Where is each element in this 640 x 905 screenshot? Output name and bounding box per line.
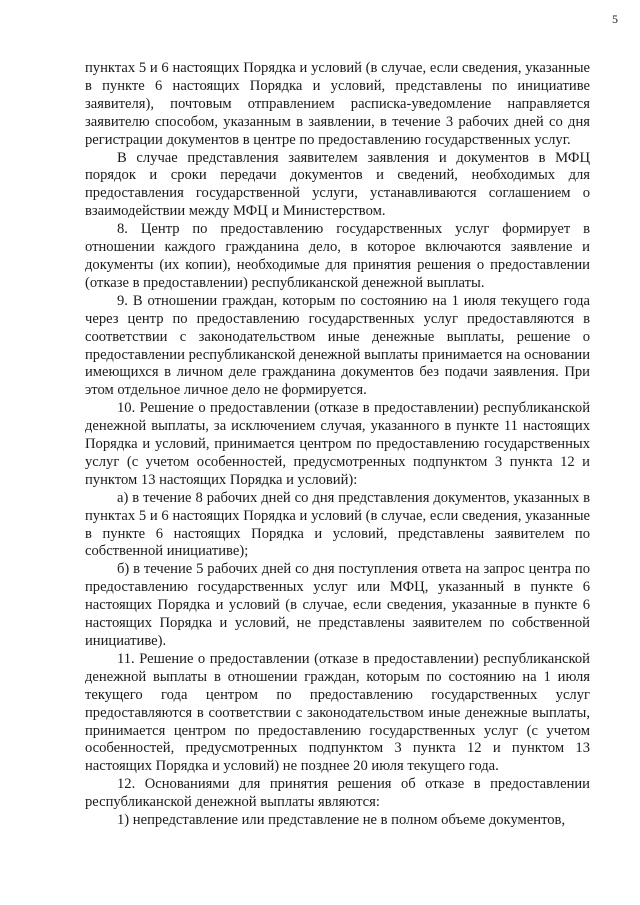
paragraph-item-11: 11. Решение о предоставлении (отказе в предоставлении) республиканской денежной выплаты в отношении граждан, которым по состоянию на 1 июля текущего года центром по предоставлению государственных услуг предоставляются в соответствии с законодательством иные денежные выплаты, принимается центром по предоставлению государственных услуг (с учетом особенностей, предусмотренных подпунктом 3 пункта 12 и пунктом 13 настоящих Порядка и условий) не позднее 20 июля текущего года. [85, 650, 590, 775]
paragraph-mfc-procedure: В случае представления заявителем заявления и документов в МФЦ порядок и сроки передачи документов и сведений, необходимых для предоставления государственной услуги, устанавливаются соглашением о взаимодействии между МФЦ и Министерством. [85, 149, 590, 220]
document-body [85, 60, 590, 830]
paragraph-item-10-b: б) в течение 5 рабочих дней со дня поступления ответа на запрос центра по предоставлению государственных услуг или МФЦ, указанный в пункте 6 настоящих Порядка и условий (в случае, если сведения, указанные в пункте 6 настоящих Порядка и условий, не представлены заявителем по собственной инициативе). [85, 561, 590, 649]
page-number: 5 [612, 12, 618, 26]
paragraph-item-8: 8. Центр по предоставлению государственных услуг формирует в отношении каждого гражданина дело, в которое включаются заявление и документы (их копии), необходимые для принятия решения о предоставлении (отказе в предоставлении) республиканской денежной выплаты. [85, 221, 590, 291]
paragraph-item-12: 12. Основаниями для принятия решения об отказе в предоставлении республиканской денежной выплаты являются: [85, 776, 590, 811]
paragraph-item-10: 10. Решение о предоставлении (отказе в предоставлении) республиканской денежной выплаты, за исключением случая, указанного в пункте 11 настоящих Порядка и условий, принимается центром по предоставлению государственных услуг (с учетом особенностей, предусмотренных подпунктом 3 пункта 12 и пунктом 13 настоящих Порядка и условий): [85, 400, 590, 488]
paragraph-item-9: 9. В отношении граждан, которым по состоянию на 1 июля текущего года через центр по предоставлению государственных услуг предоставляются в соответствии с законодательством иные денежные выплаты, решение о предоставлении республиканской денежной выплаты принимается на основании имеющихся в личном деле гражданина документов без подачи заявления. При этом отдельное личное дело не формируется. [85, 292, 590, 399]
paragraph-item-10-a: а) в течение 8 рабочих дней со дня представления документов, указанных в пунктах 5 и 6 настоящих Порядка и условий (в случае, если сведения, указанные в пункте 6 настоящих Порядка и условий, представлены заявителем по собственной инициативе); [85, 489, 590, 560]
paragraph-item-12-1: 1) непредставление или представление не в полном объеме документов, [117, 812, 566, 829]
paragraph-continuation: пунктах 5 и 6 настоящих Порядка и условий (в случае, если сведения, указанные в пункте 6 настоящих Порядка и условий, представлены по инициативе заявителя), почтовым отправлением расписка-уведомление направляется заявителю способом, указанным в заявлении, в течение 3 рабочих дней со дня регистрации документов в центре по предоставлению государственных услуг. [85, 60, 590, 148]
